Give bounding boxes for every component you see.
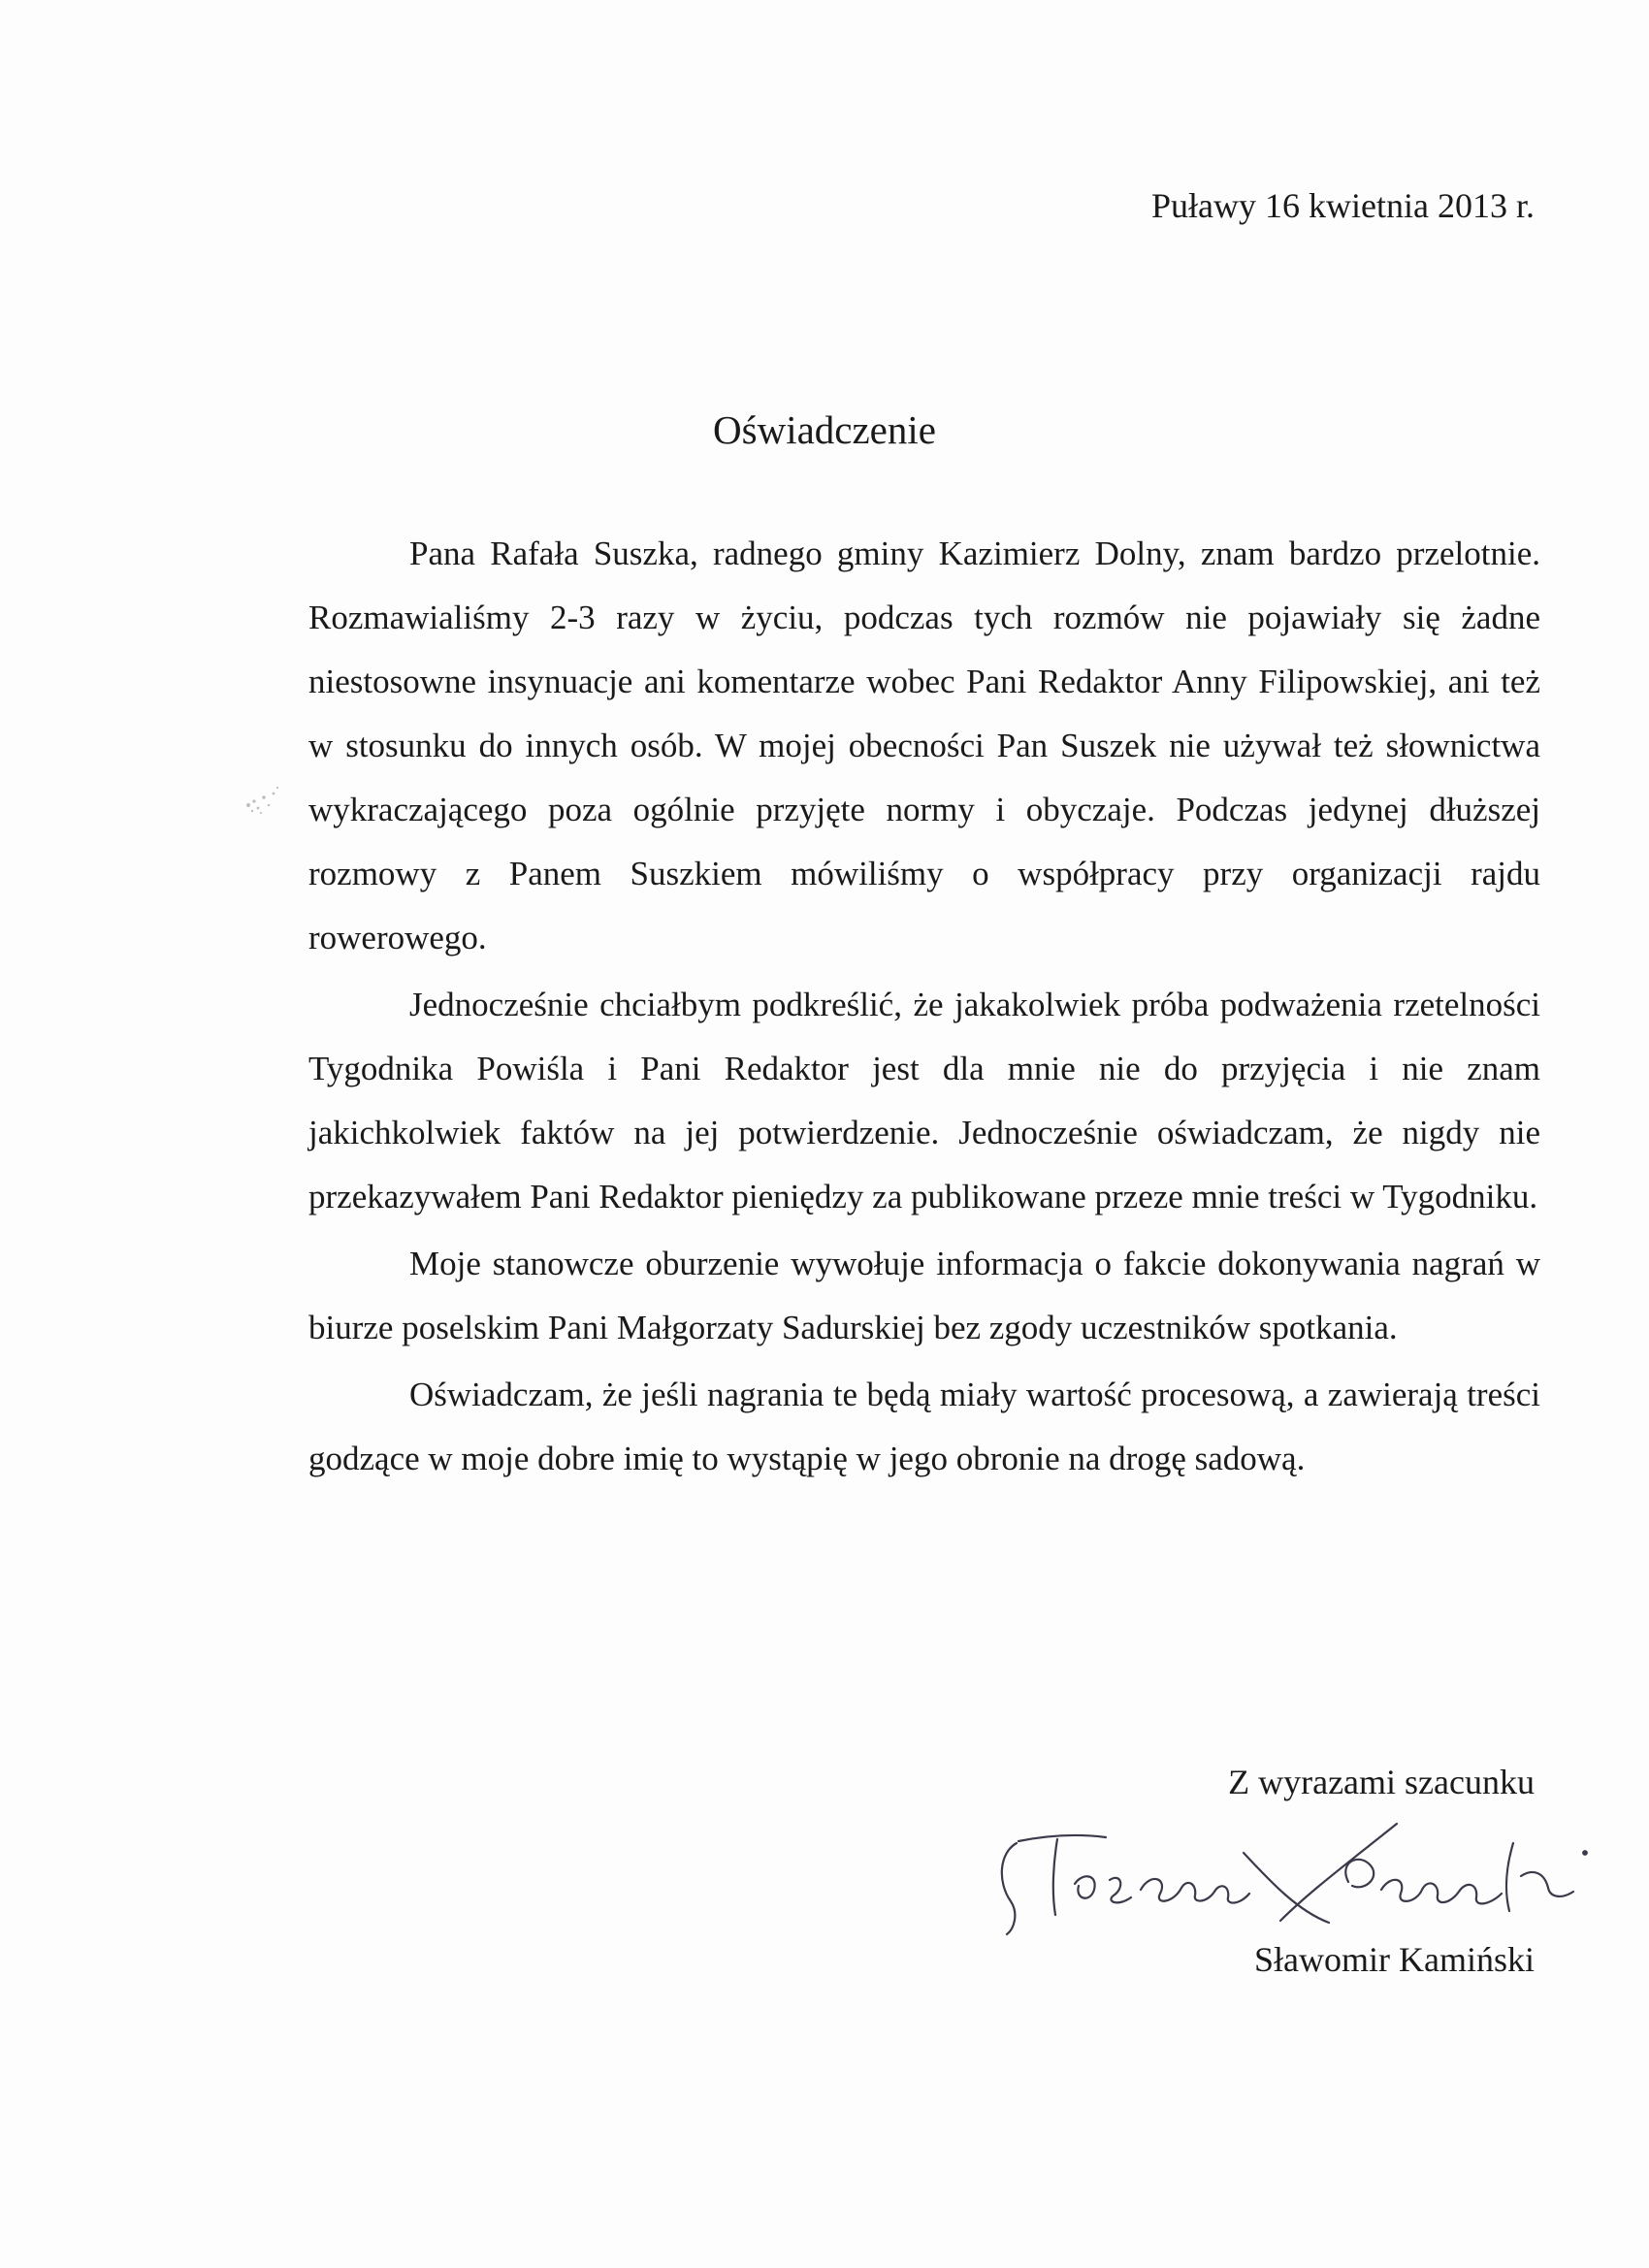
handwritten-signature	[989, 1814, 1610, 1940]
signer-name: Sławomir Kamiński	[1254, 1940, 1535, 1979]
closing-line: Z wyrazami szacunku	[1228, 1763, 1535, 1801]
letter-body	[308, 522, 1540, 1494]
paragraph-2: Jednocześnie chciałbym podkreślić, że jakakolwiek próba podważenia rzetelności Tygodnika Powiśla i Pani Redaktor jest dla mnie nie do przyjęcia i nie znam jakichkolwiek faktów na jej potwierdzenie. Jednocześnie oświadczam, że nigdy nie przekazywałem Pani Redaktor pieniędzy za publikowane przeze mnie treści w Tygodniku.	[308, 986, 1540, 1215]
paragraph-3: Moje stanowcze oburzenie wywołuje informacja o fakcie dokonywania nagrań w biurze poselskim Pani Małgorzaty Sadurskiej bez zgody uczestników spotkania.	[308, 1245, 1540, 1346]
paragraph-1: Pana Rafała Suszka, radnego gminy Kazimierz Dolny, znam bardzo przelotnie. Rozmawialiśmy 2-3 razy w życiu, podczas tych rozmów nie pojawiały się żadne niestosowne insynuacje ani komentarze wobec Pani Redaktor Anny Filipowskiej, ani też w stosunku do innych osób. W mojej obecności Pan Suszek nie używał też słownictwa wykraczającego poza ogólnie przyjęte normy i obyczaje. Podczas jedynej dłuższej rozmowy z Panem Suszkiem mówiliśmy o współpracy przy organizacji rajdu rowerowego.	[308, 535, 1540, 956]
smudge-mark	[237, 776, 295, 825]
letter-date: Puławy 16 kwietnia 2013 r.	[1151, 186, 1535, 225]
letter-title: Oświadczenie	[713, 407, 936, 452]
paragraph-4: Oświadczam, że jeśli nagrania te będą miały wartość procesową, a zawierają treści godzące w moje dobre imię to wystąpię w jego obronie na drogę sadową.	[308, 1376, 1540, 1477]
